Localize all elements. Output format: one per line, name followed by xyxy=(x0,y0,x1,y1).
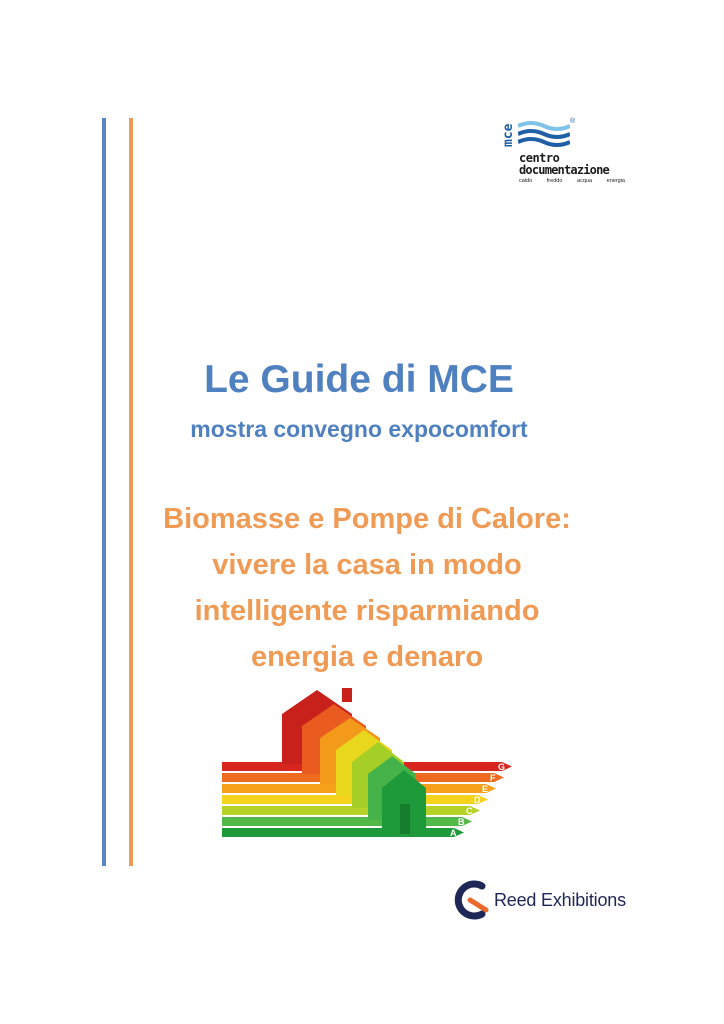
mce-tag: energia xyxy=(606,178,625,184)
page-title: Le Guide di MCE xyxy=(204,358,514,401)
mce-tag: freddo xyxy=(546,178,563,184)
mce-logo-mark: mce xyxy=(501,123,516,147)
reed-exhibitions-logo xyxy=(452,878,652,924)
energy-bar-b xyxy=(222,817,472,827)
energy-class-label: C xyxy=(466,806,473,816)
energy-class-label: G xyxy=(498,762,506,772)
page-subtitle: mostra convegno expocomfort xyxy=(190,416,528,442)
registered-mark: ® xyxy=(570,118,576,125)
energy-class-illustration xyxy=(222,684,522,844)
energy-class-label: A xyxy=(450,828,457,838)
headline-line: vivere la casa in modo xyxy=(212,549,522,581)
headline-line: energia e denaro xyxy=(250,641,484,673)
mce-logo xyxy=(500,116,628,188)
mce-logo-line2: documentazione xyxy=(519,163,609,177)
mce-logo-line1: centro xyxy=(519,151,560,165)
reed-logo-icon xyxy=(452,878,492,922)
mce-logo-tags xyxy=(519,178,625,185)
mce-tag: acqua xyxy=(577,178,593,184)
left-rule-orange xyxy=(129,118,133,866)
mce-tag: caldo xyxy=(519,178,533,184)
energy-class-label: B xyxy=(458,817,465,827)
energy-class-label: D xyxy=(474,795,481,805)
energy-bar-a xyxy=(222,828,464,838)
headline-line: Biomasse e Pompe di Calore: xyxy=(163,503,571,535)
energy-bar-c xyxy=(222,806,480,816)
energy-class-label: E xyxy=(482,784,489,794)
left-rule-blue xyxy=(102,118,106,866)
reed-logo-text: Reed Exhibitions xyxy=(494,890,626,910)
headline xyxy=(134,496,600,680)
waves-icon xyxy=(518,118,570,148)
energy-class-label: F xyxy=(490,773,496,783)
headline-line: intelligente risparmiando xyxy=(194,595,540,627)
